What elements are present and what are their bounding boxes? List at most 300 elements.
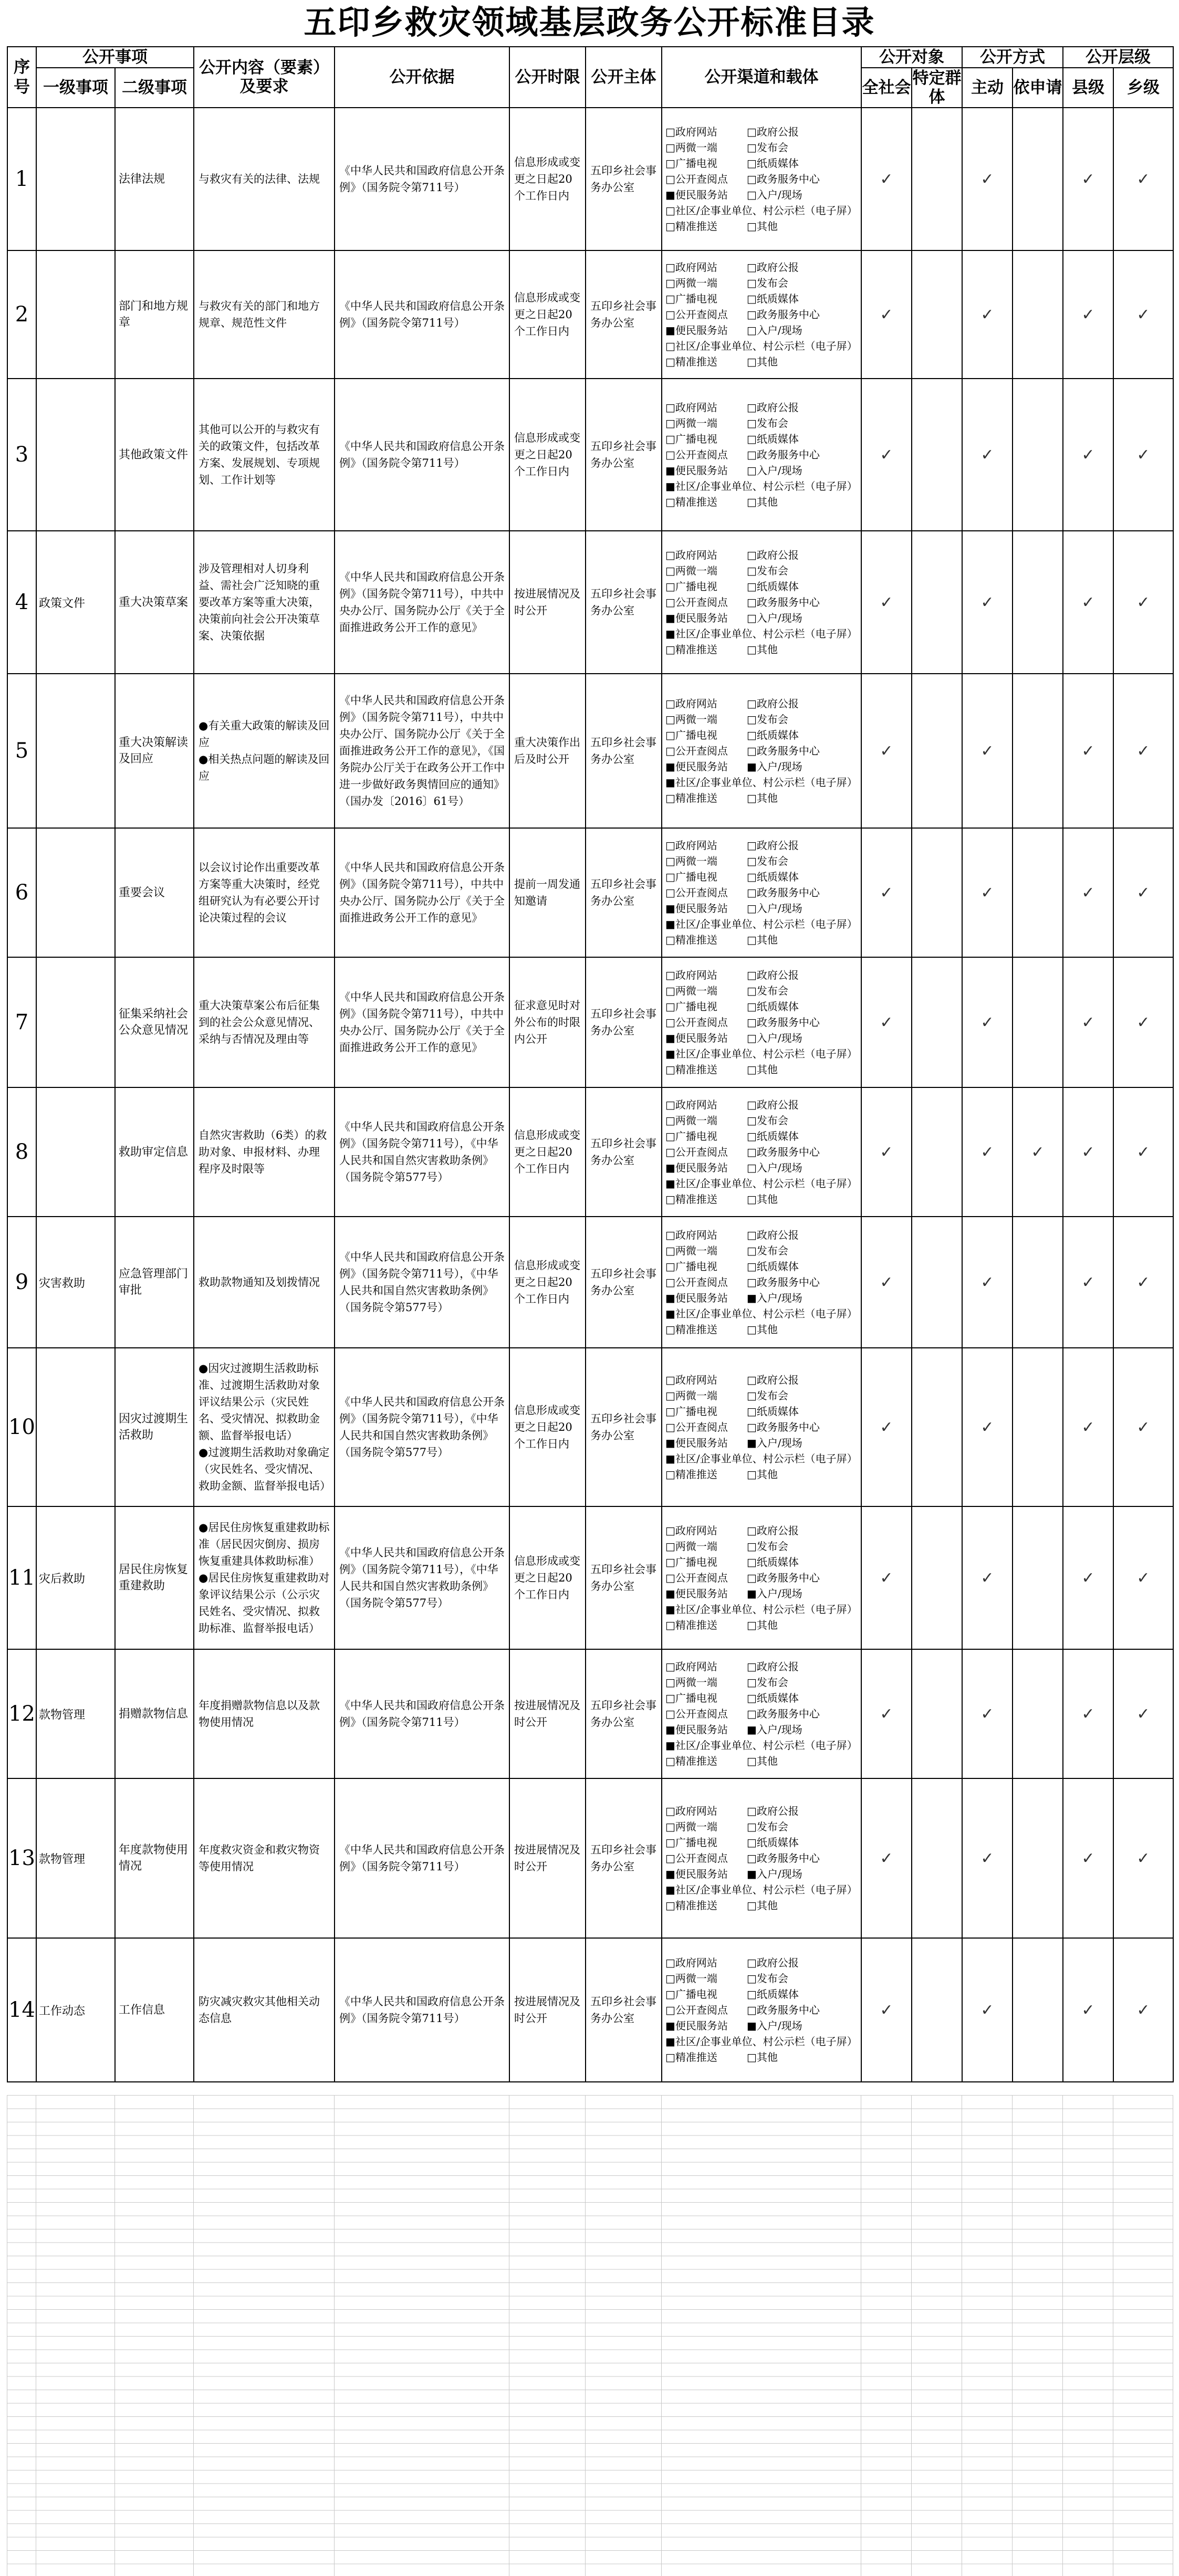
channel-option: □入户/现场 bbox=[747, 324, 802, 337]
level1-matter bbox=[36, 957, 115, 1087]
channel-option: □两微一端 bbox=[665, 1114, 717, 1127]
channel-service-center-label: 政务服务中心 bbox=[756, 1276, 820, 1289]
level-town-check: ✓ bbox=[1113, 674, 1173, 828]
channel-query-label: 公开查阅点 bbox=[675, 1852, 728, 1865]
public-subject: 五印乡社会事务办公室 bbox=[586, 379, 662, 531]
channel-option: □广播电视 bbox=[665, 292, 717, 305]
channel-option: □入户/现场 bbox=[747, 464, 802, 477]
channel-list bbox=[662, 674, 861, 828]
channel-twowei-label: 两微一端 bbox=[675, 985, 717, 997]
target-specific-check bbox=[912, 1348, 962, 1506]
channel-list bbox=[662, 1778, 861, 1938]
mode-request-check bbox=[1013, 531, 1063, 674]
channel-line bbox=[665, 322, 861, 338]
channel-presser-label: 发布会 bbox=[756, 417, 788, 430]
channel-list bbox=[662, 1217, 861, 1348]
channel-option: ■社区/企事业单位、村公示栏（电子屏） bbox=[665, 1452, 858, 1465]
channel-option: ■便民服务站 bbox=[665, 760, 728, 773]
channel-tv-label: 广播电视 bbox=[675, 871, 717, 883]
channel-option: □纸质媒体 bbox=[747, 1836, 799, 1849]
channel-line bbox=[665, 494, 861, 510]
channel-option: □精准推送 bbox=[665, 355, 717, 368]
channel-door-label: 入户/现场 bbox=[756, 1868, 802, 1880]
content-requirements: 其他可以公开的与救灾有关的政策文件，包括改革方案、发展规划、专项规划、工作计划等 bbox=[194, 379, 335, 531]
channel-twowei-label: 两微一端 bbox=[675, 855, 717, 867]
channel-query-label: 公开查阅点 bbox=[675, 1276, 728, 1289]
level-county-check: ✓ bbox=[1063, 1506, 1113, 1649]
table-row bbox=[7, 828, 1173, 957]
channel-list bbox=[662, 379, 861, 531]
channel-option: □政务服务中心 bbox=[747, 1852, 820, 1865]
channel-line bbox=[665, 275, 861, 291]
channel-option: □其他 bbox=[747, 355, 778, 368]
channel-precise-label: 精准推送 bbox=[675, 1755, 717, 1767]
channel-line bbox=[665, 1227, 861, 1243]
channel-paper-label: 纸质媒体 bbox=[756, 1000, 799, 1013]
channel-door-label: 入户/现场 bbox=[756, 612, 802, 624]
channel-service-center-label: 政务服务中心 bbox=[756, 745, 820, 757]
time-limit: 信息形成或变更之日起20个工作日内 bbox=[509, 108, 586, 250]
channel-option: ■社区/企事业单位、村公示栏（电子屏） bbox=[665, 480, 858, 493]
level-town-check: ✓ bbox=[1113, 957, 1173, 1087]
channel-presser-label: 发布会 bbox=[756, 141, 788, 154]
channel-line bbox=[665, 1322, 861, 1337]
level1-matter bbox=[36, 250, 115, 379]
legal-basis: 《中华人民共和国政府信息公开条例》（国务院令第711号） bbox=[335, 379, 509, 531]
channel-option: □政务服务中心 bbox=[747, 448, 820, 461]
target-specific-check bbox=[912, 1506, 962, 1649]
legal-basis: 《中华人民共和国政府信息公开条例》（国务院令第711号） bbox=[335, 1778, 509, 1938]
mode-active-check: ✓ bbox=[962, 1506, 1013, 1649]
level2-matter: 工作信息 bbox=[115, 1938, 194, 2082]
channel-option: □其他 bbox=[747, 496, 778, 508]
channel-line bbox=[665, 259, 861, 275]
target-specific-check bbox=[912, 531, 962, 674]
channel-door-label: 入户/现场 bbox=[756, 464, 802, 477]
level2-matter: 重大决策解读及回应 bbox=[115, 674, 194, 828]
target-specific-check bbox=[912, 1649, 962, 1778]
content-requirements: 救助款物通知及划拨情况 bbox=[194, 1217, 335, 1348]
channel-line bbox=[665, 916, 861, 932]
channel-line bbox=[665, 837, 861, 853]
channel-tv-label: 广播电视 bbox=[675, 1000, 717, 1013]
channel-query-label: 公开查阅点 bbox=[675, 1016, 728, 1029]
channel-option: □发布会 bbox=[747, 1389, 788, 1402]
mode-request-check bbox=[1013, 1348, 1063, 1506]
channel-option: □入户/现场 bbox=[747, 902, 802, 915]
time-limit: 信息形成或变更之日起20个工作日内 bbox=[509, 379, 586, 531]
channel-precise-label: 精准推送 bbox=[675, 643, 717, 656]
mode-active-check: ✓ bbox=[962, 1938, 1013, 2082]
channel-query-label: 公开查阅点 bbox=[675, 1708, 728, 1720]
channel-gov-bulletin-label: 政府公报 bbox=[756, 839, 799, 852]
channel-community-label: 社区/企事业单位、村公示栏（电子屏） bbox=[675, 2035, 858, 2048]
level-town-check: ✓ bbox=[1113, 1938, 1173, 2082]
channel-service-center-label: 政务服务中心 bbox=[756, 886, 820, 899]
channel-option: □政府网站 bbox=[665, 549, 717, 561]
channel-community-label: 社区/企事业单位、村公示栏（电子屏） bbox=[675, 1177, 858, 1190]
table-row bbox=[7, 250, 1173, 379]
channel-line bbox=[665, 774, 861, 790]
channel-option: ■便民服务站 bbox=[665, 902, 728, 915]
channel-gov-site-label: 政府网站 bbox=[675, 1805, 717, 1817]
channel-option: □发布会 bbox=[747, 564, 788, 577]
channel-list bbox=[662, 1649, 861, 1778]
channel-line bbox=[665, 187, 861, 203]
channel-line bbox=[665, 1601, 861, 1617]
channel-option: □其他 bbox=[747, 1755, 778, 1767]
channel-option: □广播电视 bbox=[665, 1556, 717, 1568]
channel-line bbox=[665, 140, 861, 155]
channel-line bbox=[665, 1803, 861, 1819]
channel-query-label: 公开查阅点 bbox=[675, 308, 728, 321]
header-channel: 公开渠道和载体 bbox=[662, 47, 861, 108]
channel-presser-label: 发布会 bbox=[756, 1972, 788, 1985]
mode-request-check bbox=[1013, 1938, 1063, 2082]
channel-option: □纸质媒体 bbox=[747, 292, 799, 305]
channel-gov-bulletin-label: 政府公报 bbox=[756, 1956, 799, 1969]
channel-option: ■便民服务站 bbox=[665, 1161, 728, 1174]
channel-option: □其他 bbox=[747, 1468, 778, 1481]
channel-community-label: 社区/企事业单位、村公示栏（电子屏） bbox=[675, 1452, 858, 1465]
channel-tv-label: 广播电视 bbox=[675, 433, 717, 445]
channel-option: □精准推送 bbox=[665, 2051, 717, 2064]
target-all-check: ✓ bbox=[861, 674, 912, 828]
table-row bbox=[7, 1217, 1173, 1348]
channel-option: □精准推送 bbox=[665, 1468, 717, 1481]
channel-option: □公开查阅点 bbox=[665, 2004, 728, 2016]
target-specific-check bbox=[912, 1217, 962, 1348]
channel-option: ■社区/企事业单位、村公示栏（电子屏） bbox=[665, 1603, 858, 1616]
level-county-check: ✓ bbox=[1063, 1087, 1113, 1217]
level-town-check: ✓ bbox=[1113, 1778, 1173, 1938]
channel-line bbox=[665, 900, 861, 916]
channel-presser-label: 发布会 bbox=[756, 985, 788, 997]
channel-option: □其他 bbox=[747, 934, 778, 946]
channel-service-center-label: 政务服务中心 bbox=[756, 173, 820, 185]
channel-option: □政府网站 bbox=[665, 1956, 717, 1969]
channel-option: □精准推送 bbox=[665, 1619, 717, 1631]
channel-twowei-label: 两微一端 bbox=[675, 277, 717, 289]
mode-request-check: ✓ bbox=[1013, 1087, 1063, 1217]
channel-line bbox=[665, 1290, 861, 1306]
channel-service-center-label: 政务服务中心 bbox=[756, 1016, 820, 1029]
channel-service-station-label: 便民服务站 bbox=[675, 1032, 728, 1044]
channel-option: □发布会 bbox=[747, 713, 788, 726]
public-subject: 五印乡社会事务办公室 bbox=[586, 1506, 662, 1649]
channel-line bbox=[665, 547, 861, 563]
channel-query-label: 公开查阅点 bbox=[675, 2004, 728, 2016]
channel-option: □两微一端 bbox=[665, 1389, 717, 1402]
channel-option: □政务服务中心 bbox=[747, 173, 820, 185]
mode-active-check: ✓ bbox=[962, 957, 1013, 1087]
content-requirements: ●居民住房恢复重建救助标准（居民因灾倒房、损房恢复重建具体救助标准） ●居民住房恢复重建救助对象评议结果公示（公示灾民姓名、受灾情况、拟救助标准、监督举报电话） bbox=[194, 1506, 335, 1649]
empty-sheet-grid bbox=[7, 2095, 1173, 2576]
channel-presser-label: 发布会 bbox=[756, 1676, 788, 1689]
grid-line bbox=[1012, 2095, 1013, 2576]
channel-option: □纸质媒体 bbox=[747, 1692, 799, 1704]
channel-option: ■入户/现场 bbox=[747, 1723, 802, 1736]
header-level: 公开层级 bbox=[1063, 47, 1173, 68]
channel-option: □精准推送 bbox=[665, 220, 717, 233]
channel-list bbox=[662, 108, 861, 250]
channel-list bbox=[662, 957, 861, 1087]
channel-option: □两微一端 bbox=[665, 1540, 717, 1553]
channel-line bbox=[665, 1722, 861, 1737]
target-all-check: ✓ bbox=[861, 108, 912, 250]
channel-option: □纸质媒体 bbox=[747, 580, 799, 593]
channel-option: ■入户/现场 bbox=[747, 1292, 802, 1304]
channel-option: □精准推送 bbox=[665, 1193, 717, 1206]
channel-line bbox=[665, 203, 861, 218]
target-specific-check bbox=[912, 828, 962, 957]
channel-paper-label: 纸质媒体 bbox=[756, 157, 799, 170]
channel-gov-site-label: 政府网站 bbox=[675, 1956, 717, 1969]
channel-option: ■社区/企事业单位、村公示栏（电子屏） bbox=[665, 627, 858, 640]
public-subject: 五印乡社会事务办公室 bbox=[586, 1217, 662, 1348]
public-subject: 五印乡社会事务办公室 bbox=[586, 108, 662, 250]
row-number: 7 bbox=[7, 957, 36, 1087]
channel-list bbox=[662, 1506, 861, 1649]
channel-service-station-label: 便民服务站 bbox=[675, 1723, 728, 1736]
table-row bbox=[7, 674, 1173, 828]
target-all-check: ✓ bbox=[861, 1087, 912, 1217]
channel-other-label: 其他 bbox=[756, 1619, 778, 1631]
header-level-town: 乡级 bbox=[1113, 68, 1173, 108]
channel-twowei-label: 两微一端 bbox=[675, 141, 717, 154]
row-number: 5 bbox=[7, 674, 36, 828]
channel-option: ■便民服务站 bbox=[665, 1292, 728, 1304]
target-specific-check bbox=[912, 250, 962, 379]
channel-community-label: 社区/企事业单位、村公示栏（电子屏） bbox=[675, 1739, 858, 1752]
mode-request-check bbox=[1013, 674, 1063, 828]
channel-service-center-label: 政务服务中心 bbox=[756, 2004, 820, 2016]
channel-option: □政府网站 bbox=[665, 261, 717, 274]
channel-option: □政府公报 bbox=[747, 1805, 799, 1817]
channel-tv-label: 广播电视 bbox=[675, 292, 717, 305]
time-limit: 信息形成或变更之日起20个工作日内 bbox=[509, 250, 586, 379]
time-limit: 重大决策作出后及时公开 bbox=[509, 674, 586, 828]
target-all-check: ✓ bbox=[861, 1938, 912, 2082]
channel-twowei-label: 两微一端 bbox=[675, 1676, 717, 1689]
level1-matter: 灾害救助 bbox=[36, 1217, 115, 1348]
channel-tv-label: 广播电视 bbox=[675, 1988, 717, 2001]
mode-request-check bbox=[1013, 108, 1063, 250]
channel-list bbox=[662, 828, 861, 957]
channel-option: □两微一端 bbox=[665, 985, 717, 997]
channel-option: □精准推送 bbox=[665, 1063, 717, 1076]
channel-tv-label: 广播电视 bbox=[675, 1260, 717, 1273]
mode-active-check: ✓ bbox=[962, 531, 1013, 674]
row-number: 6 bbox=[7, 828, 36, 957]
channel-line bbox=[665, 124, 861, 140]
mode-request-check bbox=[1013, 1506, 1063, 1649]
channel-door-label: 入户/现场 bbox=[756, 1032, 802, 1044]
channel-paper-label: 纸质媒体 bbox=[756, 1988, 799, 2001]
row-number: 9 bbox=[7, 1217, 36, 1348]
channel-option: ■社区/企事业单位、村公示栏（电子屏） bbox=[665, 1048, 858, 1060]
channel-option: □纸质媒体 bbox=[747, 433, 799, 445]
channel-option: ■便民服务站 bbox=[665, 2019, 728, 2032]
channel-community-label: 社区/企事业单位、村公示栏（电子屏） bbox=[675, 776, 858, 789]
target-all-check: ✓ bbox=[861, 531, 912, 674]
mode-active-check: ✓ bbox=[962, 1217, 1013, 1348]
channel-option: □精准推送 bbox=[665, 934, 717, 946]
channel-option: □政府网站 bbox=[665, 697, 717, 710]
channel-option: ■社区/企事业单位、村公示栏（电子屏） bbox=[665, 1307, 858, 1320]
row-number: 4 bbox=[7, 531, 36, 674]
channel-line bbox=[665, 696, 861, 711]
level-county-check: ✓ bbox=[1063, 1778, 1113, 1938]
mode-request-check bbox=[1013, 1778, 1063, 1938]
channel-option: □公开查阅点 bbox=[665, 448, 728, 461]
channel-line bbox=[665, 759, 861, 774]
channel-option: □入户/现场 bbox=[747, 1032, 802, 1044]
channel-option: □政府网站 bbox=[665, 401, 717, 414]
channel-service-station-label: 便民服务站 bbox=[675, 1587, 728, 1600]
content-requirements: 以会议讨论作出重要改革方案等重大决策时，经党组研究认为有必要公开讨论决策过程的会议 bbox=[194, 828, 335, 957]
channel-option: ■便民服务站 bbox=[665, 189, 728, 201]
level1-matter: 工作动态 bbox=[36, 1938, 115, 2082]
mode-request-check bbox=[1013, 1649, 1063, 1778]
channel-twowei-label: 两微一端 bbox=[675, 417, 717, 430]
time-limit: 按进展情况及时公开 bbox=[509, 1649, 586, 1778]
channel-option: □两微一端 bbox=[665, 564, 717, 577]
channel-option: □发布会 bbox=[747, 985, 788, 997]
channel-paper-label: 纸质媒体 bbox=[756, 580, 799, 593]
channel-option: ■社区/企事业单位、村公示栏（电子屏） bbox=[665, 1739, 858, 1752]
content-requirements: 与救灾有关的部门和地方规章、规范性文件 bbox=[194, 250, 335, 379]
channel-option: □精准推送 bbox=[665, 1899, 717, 1912]
level-town-check: ✓ bbox=[1113, 108, 1173, 250]
channel-line bbox=[665, 1388, 861, 1404]
header-seq: 序号 bbox=[7, 47, 36, 108]
level-county-check: ✓ bbox=[1063, 531, 1113, 674]
legal-basis: 《中华人民共和国政府信息公开条例》（国务院令第711号），中共中央办公厅、国务院办公厅《关于全面推进政务公开工作的意见》 bbox=[335, 531, 509, 674]
channel-option: □政府网站 bbox=[665, 969, 717, 981]
level-town-check: ✓ bbox=[1113, 1649, 1173, 1778]
channel-option: □广播电视 bbox=[665, 1130, 717, 1143]
channel-line bbox=[665, 1404, 861, 1419]
content-requirements: 防灾减灾救灾其他相关动态信息 bbox=[194, 1938, 335, 2082]
legal-basis: 《中华人民共和国政府信息公开条例》（国务院令第711号），中共中央办公厅、国务院办公厅《关于全面推进政务公开工作的意见》 bbox=[335, 828, 509, 957]
channel-option: □政务服务中心 bbox=[747, 1708, 820, 1720]
target-all-check: ✓ bbox=[861, 1348, 912, 1506]
channel-option: ■便民服务站 bbox=[665, 1587, 728, 1600]
public-subject: 五印乡社会事务办公室 bbox=[586, 1938, 662, 2082]
channel-line bbox=[665, 885, 861, 900]
channel-line bbox=[665, 291, 861, 307]
channel-line bbox=[665, 983, 861, 999]
channel-presser-label: 发布会 bbox=[756, 1114, 788, 1127]
content-requirements: 自然灾害救助（6类）的救助对象、申报材料、办理程序及时限等 bbox=[194, 1087, 335, 1217]
channel-tv-label: 广播电视 bbox=[675, 580, 717, 593]
channel-option: □政务服务中心 bbox=[747, 1276, 820, 1289]
channel-gov-bulletin-label: 政府公报 bbox=[756, 1229, 799, 1241]
level-county-check: ✓ bbox=[1063, 1348, 1113, 1506]
channel-line bbox=[665, 478, 861, 494]
channel-service-station-label: 便民服务站 bbox=[675, 324, 728, 337]
channel-line bbox=[665, 1243, 861, 1259]
row-number: 13 bbox=[7, 1778, 36, 1938]
channel-other-label: 其他 bbox=[756, 1755, 778, 1767]
content-requirements: 与救灾有关的法律、法规 bbox=[194, 108, 335, 250]
channel-line bbox=[665, 642, 861, 657]
public-subject: 五印乡社会事务办公室 bbox=[586, 531, 662, 674]
channel-option: □其他 bbox=[747, 2051, 778, 2064]
channel-service-station-label: 便民服务站 bbox=[675, 1292, 728, 1304]
channel-line bbox=[665, 711, 861, 727]
channel-line bbox=[665, 2049, 861, 2065]
page-title: 五印乡救灾领域基层政务公开标准目录 bbox=[304, 3, 875, 41]
channel-option: □政府网站 bbox=[665, 1524, 717, 1537]
mode-active-check: ✓ bbox=[962, 1087, 1013, 1217]
target-specific-check bbox=[912, 108, 962, 250]
channel-option: □两微一端 bbox=[665, 1676, 717, 1689]
channel-option: □政务服务中心 bbox=[747, 596, 820, 609]
level1-matter: 政策文件 bbox=[36, 531, 115, 674]
channel-line bbox=[665, 967, 861, 983]
channel-line bbox=[665, 1971, 861, 1986]
time-limit: 征求意见时对外公布的时限内公开 bbox=[509, 957, 586, 1087]
level1-matter: 灾后救助 bbox=[36, 1506, 115, 1649]
header-level2: 二级事项 bbox=[115, 68, 194, 108]
grid-line bbox=[1062, 2095, 1063, 2576]
channel-option: □广播电视 bbox=[665, 157, 717, 170]
channel-option: □精准推送 bbox=[665, 496, 717, 508]
channel-twowei-label: 两微一端 bbox=[675, 713, 717, 726]
level-county-check: ✓ bbox=[1063, 674, 1113, 828]
channel-gov-bulletin-label: 政府公报 bbox=[756, 1098, 799, 1111]
content-requirements: ●有关重大政策的解读及回应 ●相关热点问题的解读及回应 bbox=[194, 674, 335, 828]
channel-twowei-label: 两微一端 bbox=[675, 1244, 717, 1257]
channel-query-label: 公开查阅点 bbox=[675, 448, 728, 461]
row-number: 1 bbox=[7, 108, 36, 250]
channel-line bbox=[665, 1554, 861, 1570]
channel-line bbox=[665, 1097, 861, 1113]
channel-other-label: 其他 bbox=[756, 2051, 778, 2064]
channel-option: □纸质媒体 bbox=[747, 1130, 799, 1143]
channel-option: □公开查阅点 bbox=[665, 886, 728, 899]
table-row bbox=[7, 1087, 1173, 1217]
target-specific-check bbox=[912, 1778, 962, 1938]
channel-option: □两微一端 bbox=[665, 1820, 717, 1833]
channel-service-station-label: 便民服务站 bbox=[675, 464, 728, 477]
channel-line bbox=[665, 1451, 861, 1467]
level-town-check: ✓ bbox=[1113, 531, 1173, 674]
channel-gov-bulletin-label: 政府公报 bbox=[756, 1524, 799, 1537]
time-limit: 信息形成或变更之日起20个工作日内 bbox=[509, 1506, 586, 1649]
public-subject: 五印乡社会事务办公室 bbox=[586, 1778, 662, 1938]
channel-door-label: 入户/现场 bbox=[756, 1292, 802, 1304]
header-content: 公开内容（要素）及要求 bbox=[194, 47, 335, 108]
channel-option: □政府公报 bbox=[747, 1524, 799, 1537]
channel-option: □纸质媒体 bbox=[747, 1556, 799, 1568]
level1-matter bbox=[36, 379, 115, 531]
channel-presser-label: 发布会 bbox=[756, 713, 788, 726]
channel-option: □政府公报 bbox=[747, 1098, 799, 1111]
level-county-check: ✓ bbox=[1063, 108, 1113, 250]
channel-line bbox=[665, 1274, 861, 1290]
channel-line bbox=[665, 626, 861, 642]
channel-other-label: 其他 bbox=[756, 643, 778, 656]
channel-gov-bulletin-label: 政府公报 bbox=[756, 125, 799, 138]
legal-basis: 《中华人民共和国政府信息公开条例》（国务院令第711号） bbox=[335, 1649, 509, 1778]
level-town-check: ✓ bbox=[1113, 1506, 1173, 1649]
channel-service-station-label: 便民服务站 bbox=[675, 760, 728, 773]
channel-option: □广播电视 bbox=[665, 580, 717, 593]
channel-option: ■社区/企事业单位、村公示栏（电子屏） bbox=[665, 1177, 858, 1190]
